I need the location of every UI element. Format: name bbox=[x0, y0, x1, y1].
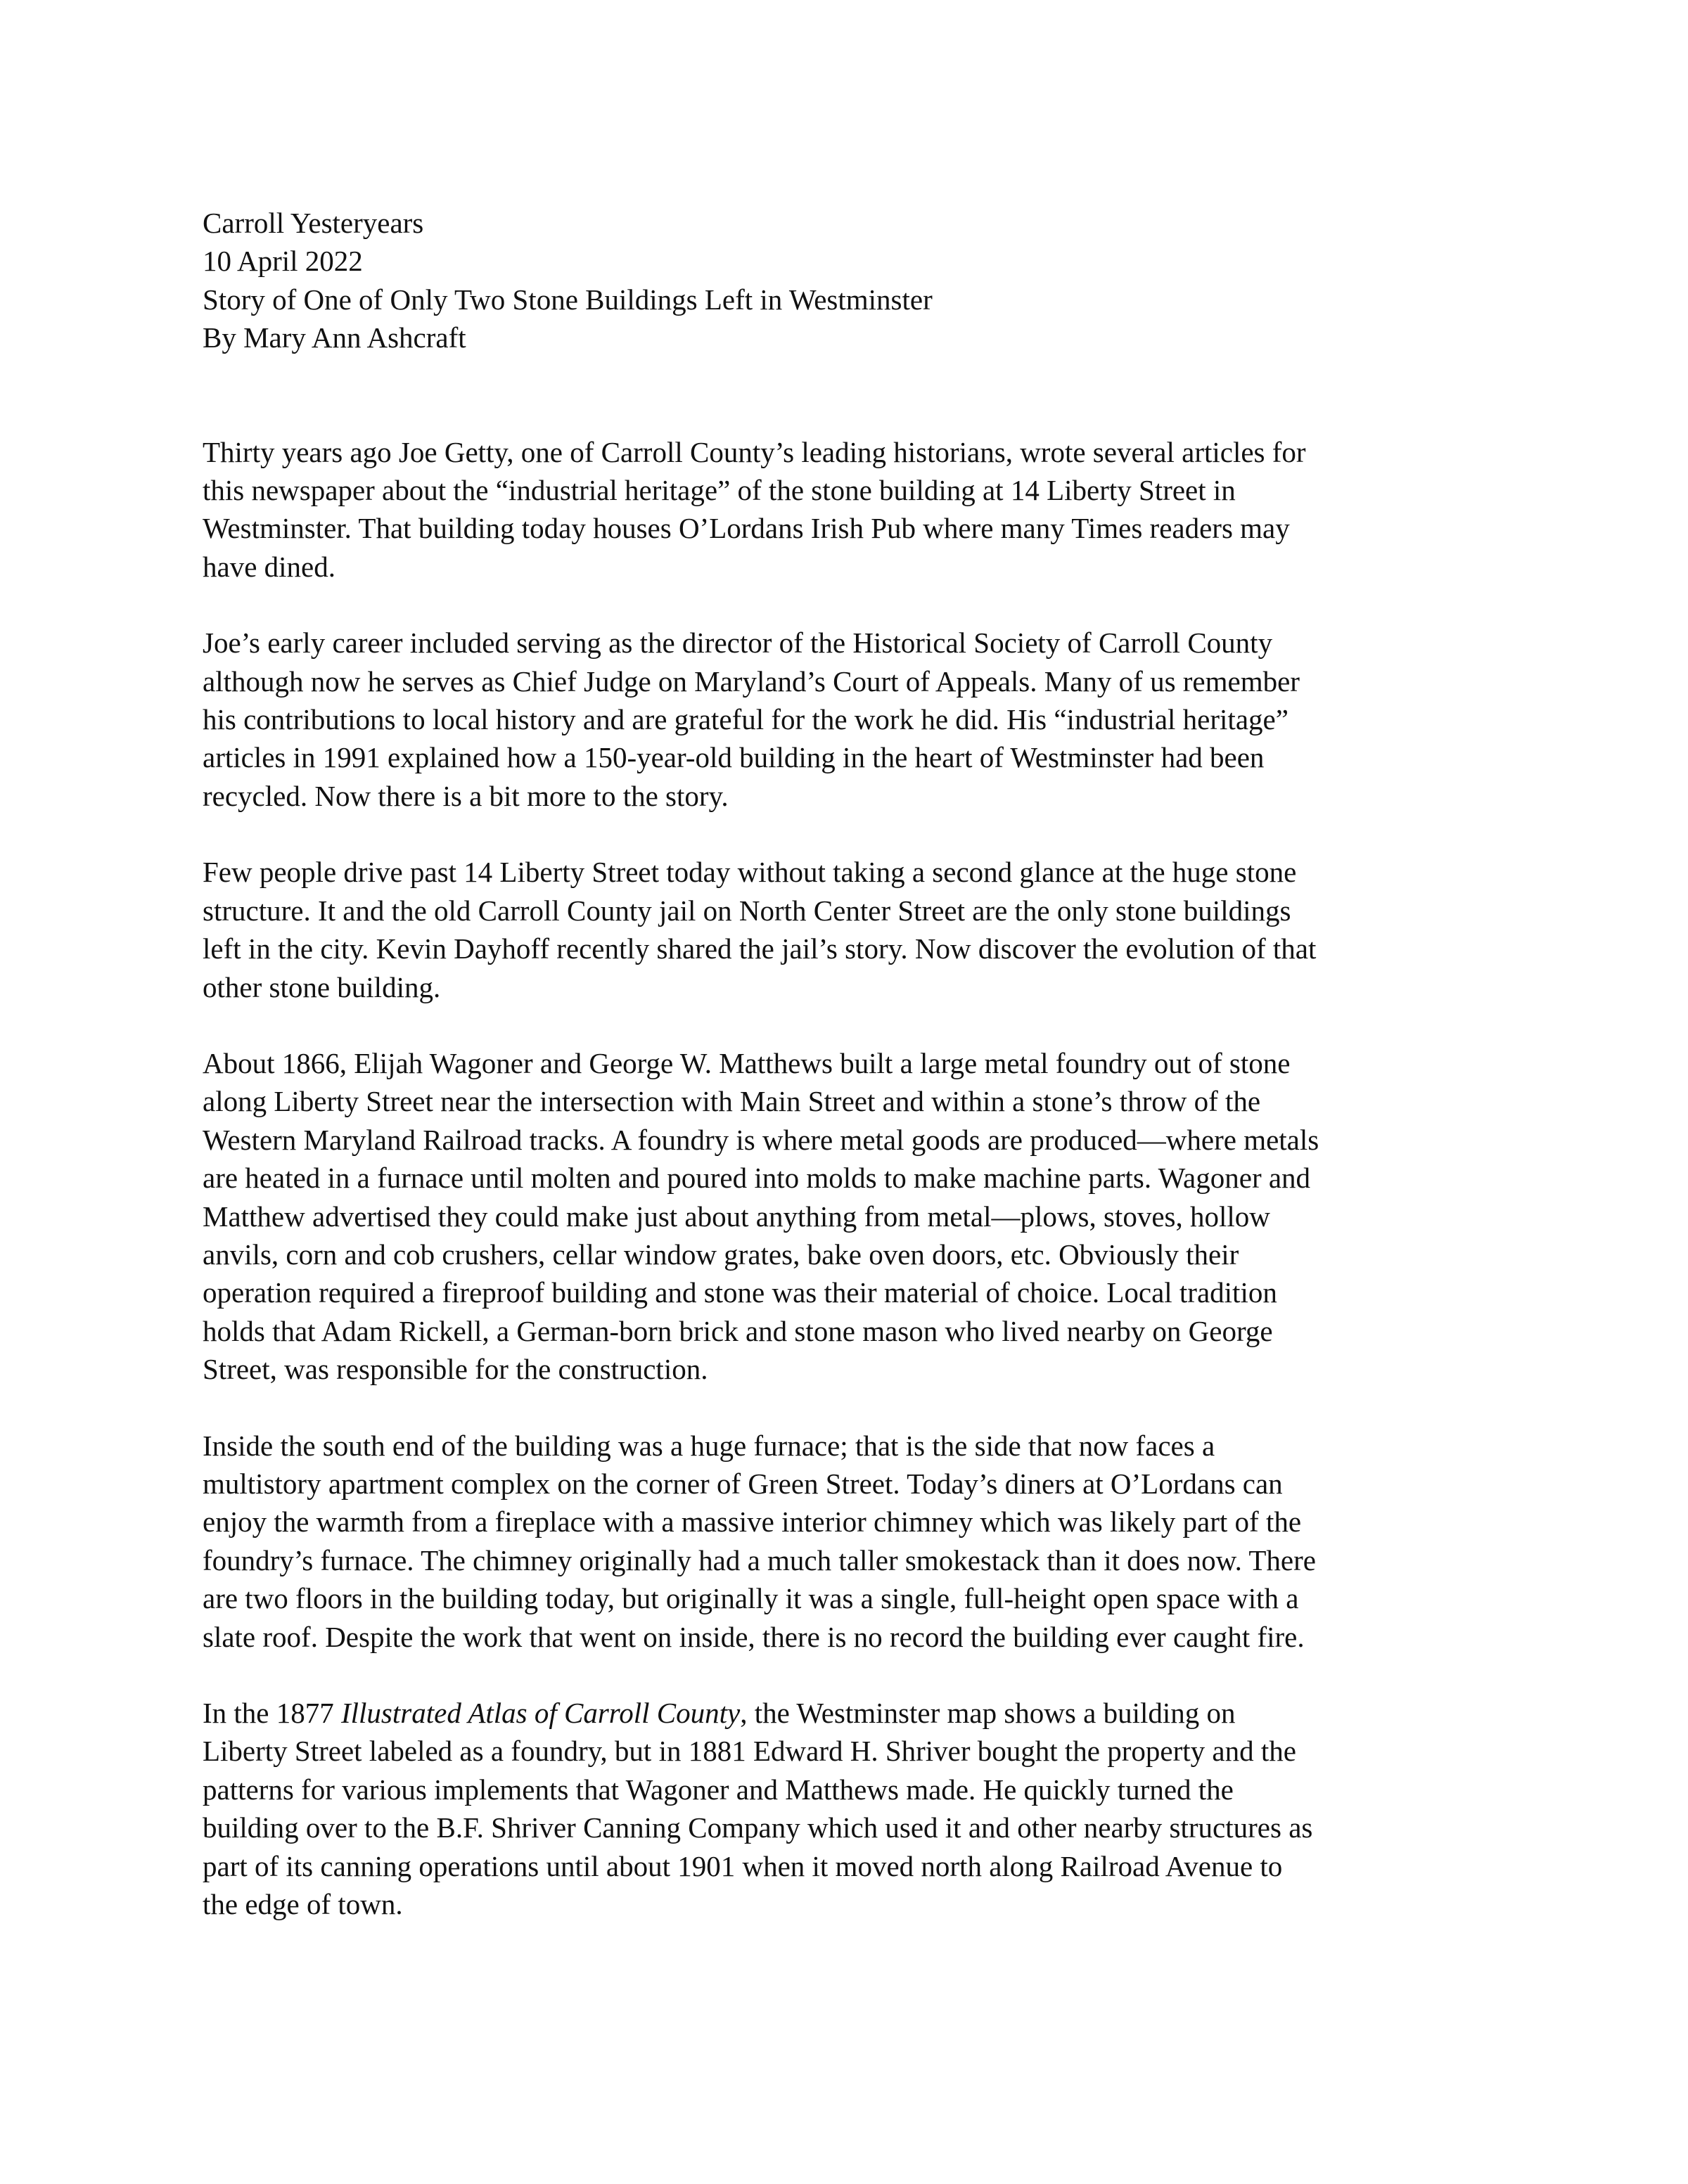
text-line: building over to the B.F. Shriver Canning Company which used it and other nearby structures as bbox=[203, 1811, 1313, 1844]
article-body bbox=[203, 433, 1525, 1924]
text-line: are heated in a furnace until molten and poured into molds to make machine parts. Wagoner and bbox=[203, 1162, 1311, 1195]
text-line: Street, was responsible for the construction. bbox=[203, 1353, 708, 1386]
text-line: holds that Adam Rickell, a German-born brick and stone mason who lived nearby on George bbox=[203, 1314, 1273, 1347]
text-line: along Liberty Street near the intersection with Main Street and within a stone’s throw of the bbox=[203, 1085, 1261, 1118]
text-line: are two floors in the building today, but originally it was a single, full-height open space with a bbox=[203, 1582, 1299, 1615]
column-name: Carroll Yesteryears bbox=[203, 207, 424, 239]
text-line: patterns for various implements that Wagoner and Matthews made. He quickly turned the bbox=[203, 1773, 1234, 1806]
text-line: Western Maryland Railroad tracks. A foundry is where metal goods are produced—where metals bbox=[203, 1123, 1319, 1156]
text-line: part of its canning operations until about 1901 when it moved north along Railroad Avenue to bbox=[203, 1849, 1283, 1882]
text-line: Matthew advertised they could make just about anything from metal—plows, stoves, hollow bbox=[203, 1200, 1270, 1233]
text-line: multistory apartment complex on the corner of Green Street. Today’s diners at O’Lordans can bbox=[203, 1467, 1283, 1500]
text-line: although now he serves as Chief Judge on Maryland’s Court of Appeals. Many of us remember bbox=[203, 664, 1300, 698]
text-line: anvils, corn and cob crushers, cellar window grates, bake oven doors, etc. Obviously their bbox=[203, 1238, 1239, 1271]
text-line: foundry’s furnace. The chimney originally had a much taller smokestack than it does now. There bbox=[203, 1543, 1316, 1576]
paragraph-1 bbox=[203, 433, 1525, 586]
paragraph-3 bbox=[203, 853, 1525, 1006]
paragraph-6 bbox=[203, 1694, 1525, 1923]
text-line bbox=[203, 1694, 1525, 1732]
text-fragment: , the Westminster map shows a building on bbox=[740, 1697, 1236, 1729]
atlas-title: Illustrated Atlas of Carroll County bbox=[341, 1697, 741, 1729]
text-line: Few people drive past 14 Liberty Street today without taking a second glance at the huge stone bbox=[203, 856, 1297, 889]
text-line: operation required a fireproof building and stone was their material of choice. Local tradition bbox=[203, 1276, 1277, 1309]
article-title: Story of One of Only Two Stone Buildings Left in Westminster bbox=[203, 283, 933, 316]
text-line: articles in 1991 explained how a 150-year-old building in the heart of Westminster had been bbox=[203, 741, 1265, 774]
text-fragment: In the 1877 bbox=[203, 1697, 341, 1729]
text-line: this newspaper about the “industrial heritage” of the stone building at 14 Liberty Street in bbox=[203, 474, 1236, 507]
text-line: Westminster. That building today houses O’Lordans Irish Pub where many Times readers may bbox=[203, 512, 1290, 545]
text-line: Liberty Street labeled as a foundry, but in 1881 Edward H. Shriver bought the property and the bbox=[203, 1735, 1296, 1768]
text-line: left in the city. Kevin Dayhoff recently shared the jail’s story. Now discover the evolution of that bbox=[203, 932, 1317, 965]
text-line: Joe’s early career included serving as the director of the Historical Society of Carroll County bbox=[203, 627, 1273, 660]
text-line: About 1866, Elijah Wagoner and George W. Matthews built a large metal foundry out of stone bbox=[203, 1046, 1291, 1079]
text-line: Thirty years ago Joe Getty, one of Carroll County’s leading historians, wrote several articles for bbox=[203, 435, 1306, 468]
article-date: 10 April 2022 bbox=[203, 245, 363, 278]
text-line: other stone building. bbox=[203, 970, 441, 1003]
article-byline: By Mary Ann Ashcraft bbox=[203, 321, 466, 354]
text-line: structure. It and the old Carroll County jail on North Center Street are the only stone buildings bbox=[203, 894, 1291, 927]
text-line: his contributions to local history and are grateful for the work he did. His “industrial heritage” bbox=[203, 703, 1289, 736]
text-line: enjoy the warmth from a fireplace with a massive interior chimney which was likely part of the bbox=[203, 1505, 1302, 1539]
text-line: slate roof. Despite the work that went on inside, there is no record the building ever caught fire. bbox=[203, 1620, 1305, 1653]
text-line: recycled. Now there is a bit more to the story. bbox=[203, 779, 729, 812]
paragraph-2 bbox=[203, 624, 1525, 815]
text-line: Inside the south end of the building was a huge furnace; that is the side that now faces a bbox=[203, 1429, 1215, 1462]
paragraph-5 bbox=[203, 1427, 1525, 1656]
document-page bbox=[203, 204, 1525, 1923]
paragraph-4 bbox=[203, 1044, 1525, 1389]
text-line: have dined. bbox=[203, 550, 335, 583]
text-line: the edge of town. bbox=[203, 1888, 403, 1921]
article-header bbox=[203, 204, 1525, 357]
